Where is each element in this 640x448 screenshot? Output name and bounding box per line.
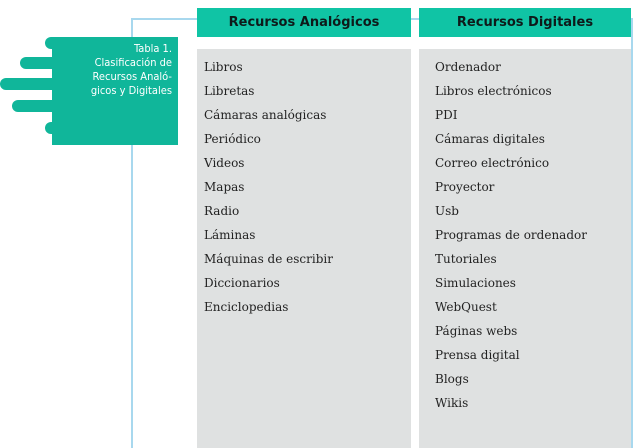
list-item: Tutoriales xyxy=(435,252,497,266)
list-item: Videos xyxy=(204,156,245,170)
list-item: Usb xyxy=(435,204,459,218)
frame-line-vertical-right xyxy=(631,18,633,448)
frame-line-top-right xyxy=(411,18,413,20)
list-item: Cámaras analógicas xyxy=(204,108,327,122)
list-item: Correo electrónico xyxy=(435,156,550,170)
list-item: Radio xyxy=(204,204,240,218)
analog-resources-list xyxy=(197,49,411,448)
list-item: Páginas webs xyxy=(435,324,518,338)
list-item: Máquinas de escribir xyxy=(204,252,333,266)
list-item: Libros xyxy=(204,60,243,74)
table-caption xyxy=(80,42,172,98)
list-item: Mapas xyxy=(204,180,245,194)
list-item: Láminas xyxy=(204,228,256,242)
list-item: Libretas xyxy=(204,84,255,98)
list-item: Enciclopedias xyxy=(204,300,289,314)
list-item: Cámaras digitales xyxy=(435,132,545,146)
list-item: Simulaciones xyxy=(435,276,516,290)
list-item: Prensa digital xyxy=(435,348,520,362)
list-item: Blogs xyxy=(435,372,469,386)
list-item: Ordenador xyxy=(435,60,501,74)
table-caption-line: Tabla 1. xyxy=(134,42,172,55)
list-item: Periódico xyxy=(204,132,261,146)
list-item: Diccionarios xyxy=(204,276,280,290)
table-caption-line: Clasificación de xyxy=(94,56,172,69)
list-item: Proyector xyxy=(435,180,495,194)
table-caption-line: gicos y Digitales xyxy=(90,84,172,97)
list-item: WebQuest xyxy=(435,300,497,314)
list-item: Wikis xyxy=(435,396,469,410)
list-item: PDI xyxy=(435,108,458,122)
list-item: Libros electrónicos xyxy=(435,84,552,98)
header-analog-resources: Recursos Analógicos xyxy=(197,8,411,37)
list-item: Programas de ordenador xyxy=(435,228,587,242)
digital-resources-list xyxy=(419,49,631,448)
header-digital-resources: Recursos Digitales xyxy=(419,8,631,37)
table-caption-line: Recursos Analó- xyxy=(92,70,172,83)
